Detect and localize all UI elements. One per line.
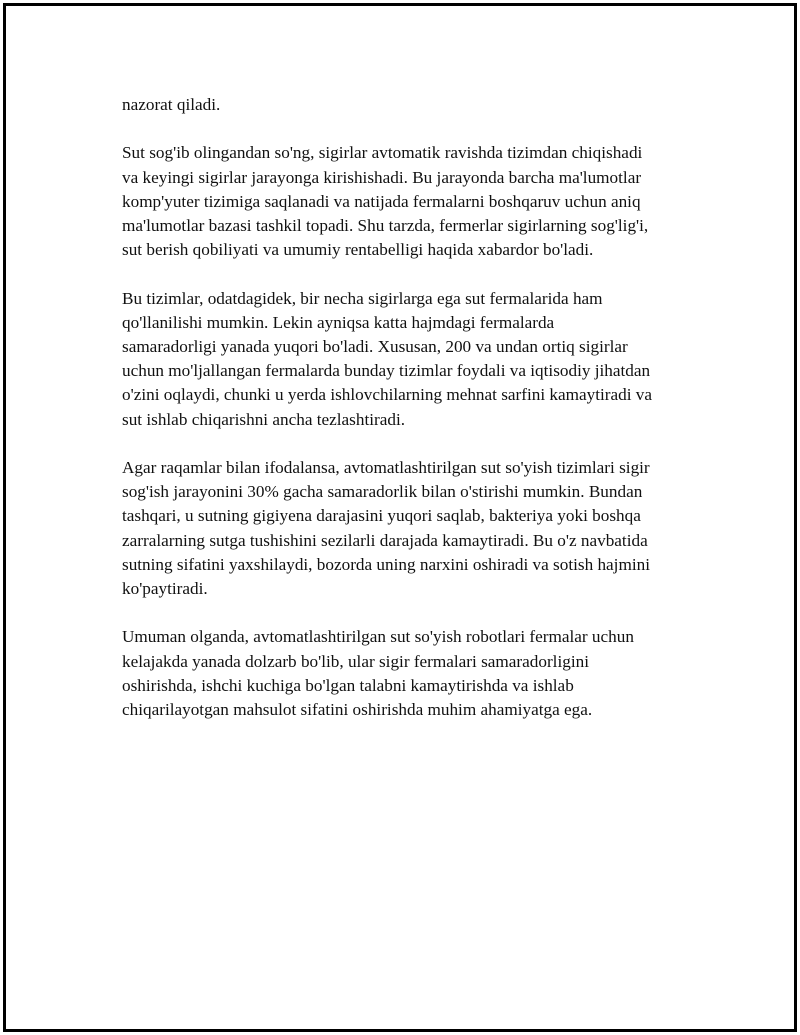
document-body	[122, 93, 702, 746]
paragraph: Agar raqamlar bilan ifodalansa, avtomatlashtirilgan sut so'yish tizimlari sigir sog'ish jarayonini 30% gacha samaradorlik bilan o'stirishi mumkin. Bundan tashqari, u sutning gigiyena darajasini yuqori saqlab, bakteriya yoki boshqa zarralarning sutga tushishini sezilarli darajada kamaytiradi. Bu o'z navbatida sutning sifatini yaxshilaydi, bozorda uning narxini oshiradi va sotish hajmini ko'paytiradi.	[122, 458, 650, 599]
document-page	[3, 3, 797, 1032]
paragraph: Umuman olganda, avtomatlashtirilgan sut so'yish robotlari fermalar uchun kelajakda yanada dolzarb bo'lib, ular sigir fermalari samaradorligini oshirishda, ishchi kuchiga bo'lgan talabni kamaytirishda va ishlab chiqarilayotgan mahsulot sifatini oshirishda muhim ahamiyatga ega.	[122, 627, 634, 720]
paragraph: Bu tizimlar, odatdagidek, bir necha sigirlarga ega sut fermalarida ham qo'llanilishi mumkin. Lekin ayniqsa katta hajmdagi fermalarda samaradorligi yanada yuqori bo'ladi. Xususan, 200 va undan ortiq sigirlar uchun mo'ljallangan fermalarda bunday tizimlar foydali va iqtisodiy jihatdan o'zini oqlaydi, chunki u yerda ishlovchilarning mehnat sarfini kamaytiradi va sut ishlab chiqarishni ancha tezlashtiradi.	[122, 288, 653, 429]
paragraph: Sut sog'ib olingandan so'ng, sigirlar avtomatik ravishda tizimdan chiqishadi va keyingi sigirlar jarayonga kirishishadi. Bu jarayonda barcha ma'lumotlar komp'yuter tizimiga saqlanadi va natijada fermalarni boshqaruv uchun aniq ma'lumotlar bazasi tashkil topadi. Shu tarzda, fermerlar sigirlarning sog'lig'i, sut berish qobiliyati va umumiy rentabelligi haqida xabardor bo'ladi.	[122, 143, 649, 260]
paragraph: nazorat qiladi.	[122, 95, 221, 114]
